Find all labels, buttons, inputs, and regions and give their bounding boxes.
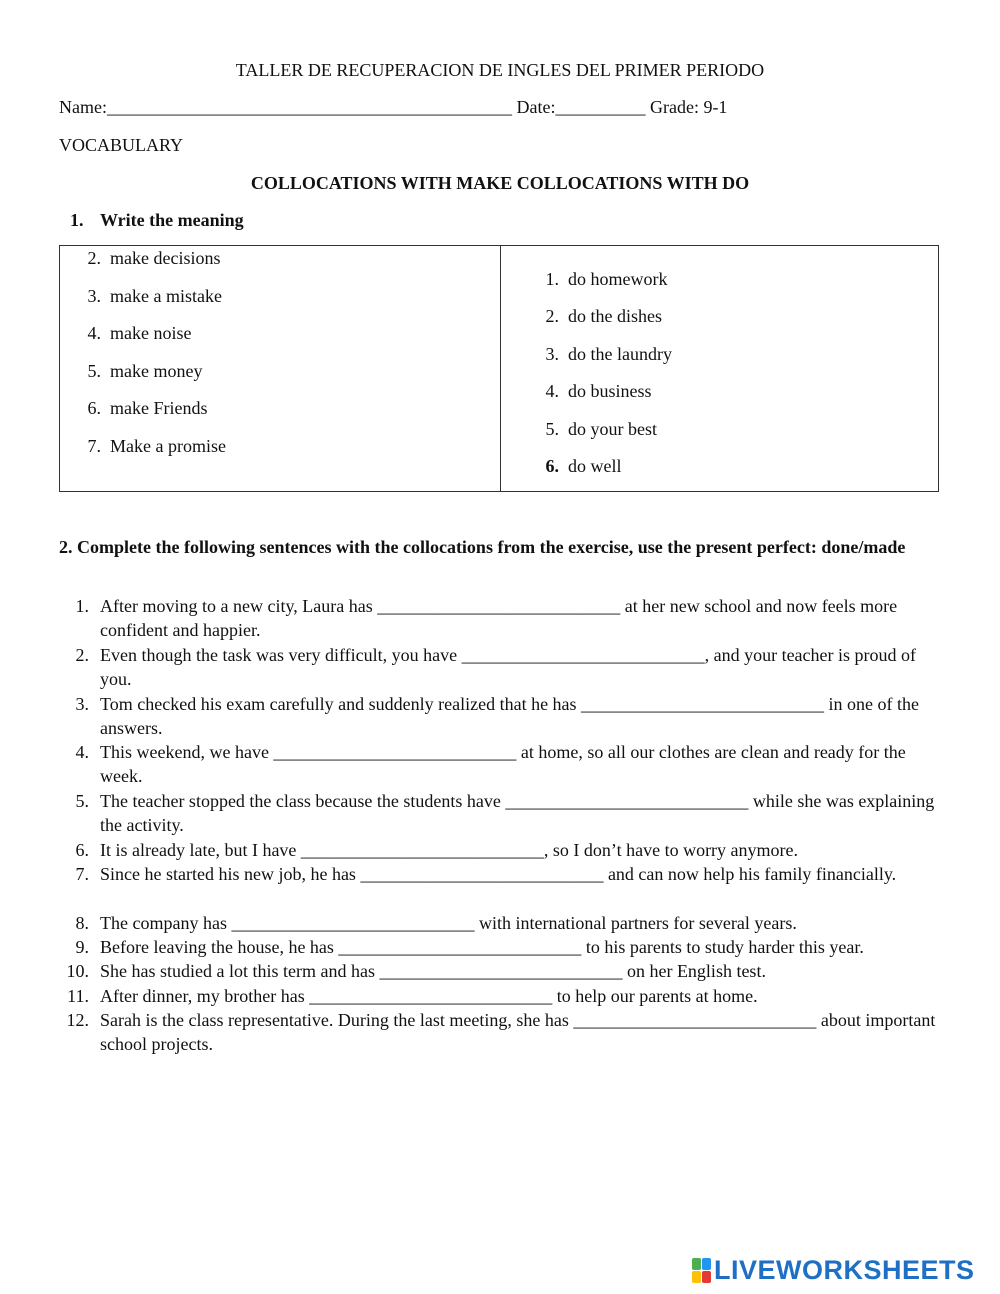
logo-block (692, 1271, 701, 1283)
do-item: 2. do the dishes (545, 306, 662, 326)
make-item: 3. make a mistake (87, 286, 222, 306)
do-item: 4. do business (545, 381, 652, 401)
do-item: 3. do the laundry (545, 344, 672, 364)
make-item: 5. make money (87, 361, 203, 381)
collocations-table (59, 245, 939, 492)
section-subtitle: COLLOCATIONS WITH MAKE COLLOCATIONS WITH DO (250, 173, 750, 193)
grade-label: Grade: 9-1 (649, 97, 728, 117)
student-info-line (59, 97, 727, 118)
make-item: 2. make decisions (87, 248, 221, 268)
do-item: 1. do homework (545, 269, 668, 289)
logo-block (692, 1258, 701, 1270)
table-divider (500, 246, 501, 491)
date-label: Date: (516, 97, 556, 117)
make-item: 4. make noise (87, 323, 192, 343)
liveworksheets-logo (692, 1256, 975, 1284)
logo-text: LIVEWORKSHEETS (714, 1254, 975, 1285)
exercise1-number: 1. (70, 210, 84, 230)
section-label: VOCABULARY (59, 135, 184, 155)
worksheet-title: TALLER DE RECUPERACION DE INGLES DEL PRIMER PERIODO (235, 60, 765, 80)
date-blank[interactable]: __________ (555, 97, 646, 117)
do-item: 6. do well (545, 456, 622, 476)
exercise1-heading (70, 210, 244, 231)
make-item: 6. make Friends (87, 398, 208, 418)
exercise1-instruction: Write the meaning (100, 210, 244, 230)
name-label: Name: (59, 97, 107, 117)
logo-block (702, 1258, 711, 1270)
exercise2-instruction: 2. Complete the following sentences with the collocations from the exercise, use the present perfect: done/made (59, 537, 906, 557)
name-blank[interactable]: _____________________________________________ (106, 97, 512, 117)
do-item: 5. do your best (545, 419, 657, 439)
logo-block (702, 1271, 711, 1283)
make-item: 7. Make a promise (87, 436, 226, 456)
logo-blocks-icon (692, 1258, 710, 1282)
